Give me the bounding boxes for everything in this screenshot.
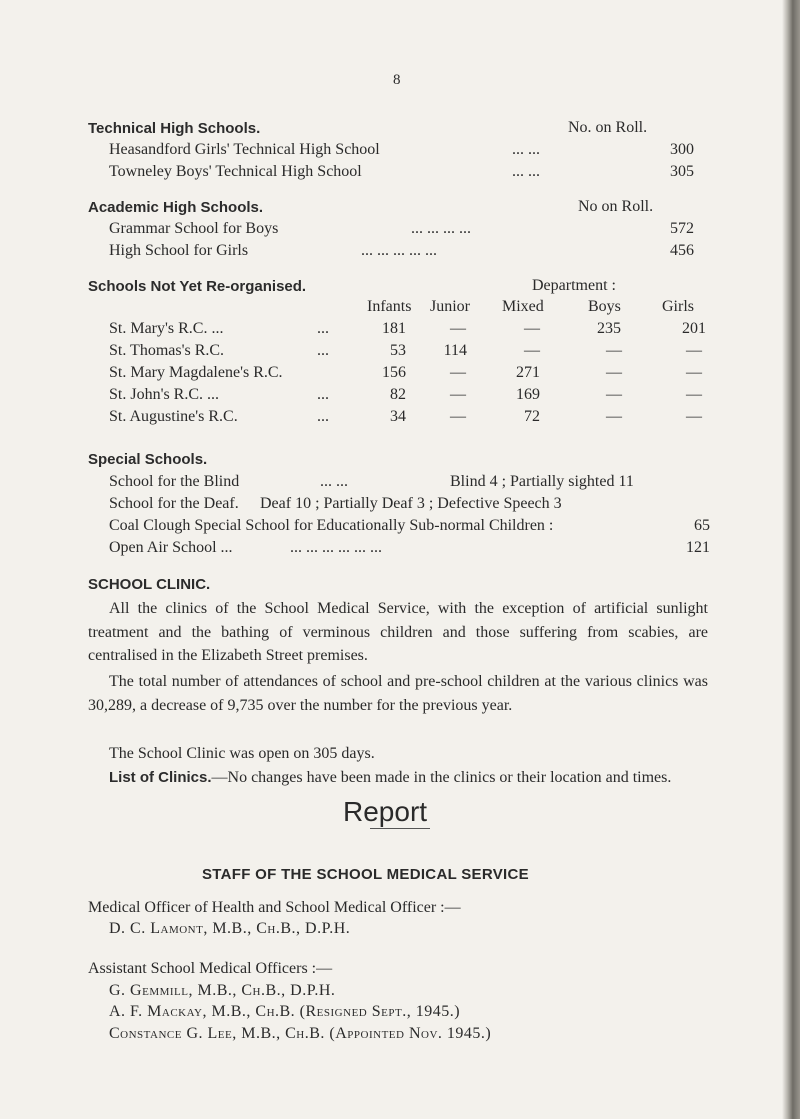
cell-girls: — (686, 408, 702, 425)
cell-infants: 156 (382, 364, 406, 381)
special-line-name: School for the Blind (109, 473, 240, 490)
technical-col-header: No. on Roll. (568, 119, 648, 136)
school-row-dots: ... (317, 342, 329, 359)
special-line-detail: 121 (686, 539, 710, 556)
school-row-name: St. Mary's R.C. ... (109, 320, 224, 337)
not-reorganised-heading: Schools Not Yet Re-organised. (88, 278, 307, 295)
cell-junior: — (450, 408, 466, 425)
cell-junior: — (450, 386, 466, 403)
cell-mixed: — (524, 342, 540, 359)
school-row-name: St. Augustine's R.C. (109, 408, 238, 425)
cell-mixed: 169 (516, 386, 540, 403)
cell-boys: — (606, 342, 622, 359)
academic-row-value: 456 (670, 242, 694, 259)
academic-row-name: High School for Girls (109, 242, 249, 259)
col-header-girls: Girls (662, 298, 694, 315)
special-line-name: School for the Deaf. (109, 495, 239, 512)
technical-row-value: 300 (670, 141, 694, 158)
technical-row-value: 305 (670, 163, 694, 180)
cell-girls: — (686, 342, 702, 359)
special-line-detail: Blind 4 ; Partially sighted 11 (450, 473, 634, 490)
special-line-name: Open Air School ... (109, 539, 233, 556)
clinic-paragraph-3: The School Clinic was open on 305 days. (109, 745, 375, 762)
cell-girls: — (686, 364, 702, 381)
academic-row-dots: ... ... ... ... (411, 220, 471, 237)
col-header-boys: Boys (588, 298, 621, 315)
mo-name: D. C. Lamont, M.B., Ch.B., D.P.H. (109, 920, 351, 937)
cell-junior: 114 (443, 342, 467, 359)
academic-col-header: No on Roll. (578, 198, 654, 215)
cell-boys: — (606, 408, 622, 425)
school-row-dots: ... (317, 320, 329, 337)
clinic-paragraph-4 (88, 766, 708, 790)
cell-girls: 201 (682, 320, 706, 337)
school-row-name: St. Mary Magdalene's R.C. (109, 364, 283, 381)
divider-rule (370, 828, 430, 829)
technical-row-dots: ... ... (512, 141, 540, 158)
department-label: Department : (532, 277, 616, 294)
clinic-paragraph-1: All the clinics of the School Medical Service, with the exception of artificial sunlight treatment and the bathing of verminous children and those suffering from scabies, are centralised in the Elizabeth Street premises. (88, 600, 708, 664)
clinic-heading: SCHOOL CLINIC. (88, 576, 211, 593)
cell-infants: 82 (390, 386, 406, 403)
technical-row-dots: ... ... (512, 163, 540, 180)
school-row-name: St. Thomas's R.C. (109, 342, 225, 359)
special-line-dots: ... ... ... ... ... ... (290, 539, 382, 556)
special-line-name: Coal Clough Special School for Educationally Sub-normal Children : (109, 517, 554, 534)
assistant-officer: Constance G. Lee, M.B., Ch.B. (Appointed Nov. 1945.) (109, 1025, 492, 1042)
school-row-name: St. John's R.C. ... (109, 386, 220, 403)
school-row-dots: ... (317, 408, 329, 425)
assistant-officer: A. F. Mackay, M.B., Ch.B. (Resigned Sept., 1945.) (109, 1003, 461, 1020)
special-heading: Special Schools. (88, 451, 208, 468)
cell-infants: 53 (390, 342, 406, 359)
special-line-detail: 65 (694, 517, 710, 534)
cell-infants: 181 (382, 320, 406, 337)
col-header-infants: Infants (367, 298, 412, 315)
cell-mixed: 72 (524, 408, 540, 425)
cell-mixed: 271 (516, 364, 540, 381)
col-header-junior: Junior (430, 298, 470, 315)
special-line-dots: ... ... (320, 473, 348, 490)
academic-heading: Academic High Schools. (88, 199, 264, 216)
assistant-officer: G. Gemmill, M.B., Ch.B., D.P.H. (109, 982, 336, 999)
cell-boys: — (606, 364, 622, 381)
technical-heading: Technical High Schools. (88, 120, 261, 137)
assistant-label: Assistant School Medical Officers :— (88, 960, 333, 977)
cell-junior: — (450, 320, 466, 337)
cell-junior: — (450, 364, 466, 381)
cell-boys: — (606, 386, 622, 403)
cell-boys: 235 (597, 320, 621, 337)
special-line-detail: Deaf 10 ; Partially Deaf 3 ; Defective Speech 3 (260, 495, 562, 512)
list-of-clinics-text: —No changes have been made in the clinics or their location and times. (211, 769, 672, 786)
clinic-paragraph-2: The total number of attendances of school and pre-school children at the various clinics was 30,289, a decrease of 9,735 over the number for the previous year. (88, 673, 708, 714)
report-title: Report (343, 796, 428, 827)
list-of-clinics-lead: List of Clinics. (109, 769, 212, 786)
staff-heading: STAFF OF THE SCHOOL MEDICAL SERVICE (202, 866, 529, 883)
school-row-dots: ... (317, 386, 329, 403)
technical-row-name: Towneley Boys' Technical High School (109, 163, 362, 180)
academic-row-dots: ... ... ... ... ... (361, 242, 437, 259)
academic-row-name: Grammar School for Boys (109, 220, 279, 237)
cell-girls: — (686, 386, 702, 403)
mo-label: Medical Officer of Health and School Medical Officer :— (88, 899, 461, 916)
col-header-mixed: Mixed (502, 298, 544, 315)
cell-mixed: — (524, 320, 540, 337)
page-number: 8 (393, 72, 401, 88)
page-binding-edge (782, 0, 800, 1119)
cell-infants: 34 (390, 408, 406, 425)
technical-row-name: Heasandford Girls' Technical High School (109, 141, 380, 158)
academic-row-value: 572 (670, 220, 694, 237)
